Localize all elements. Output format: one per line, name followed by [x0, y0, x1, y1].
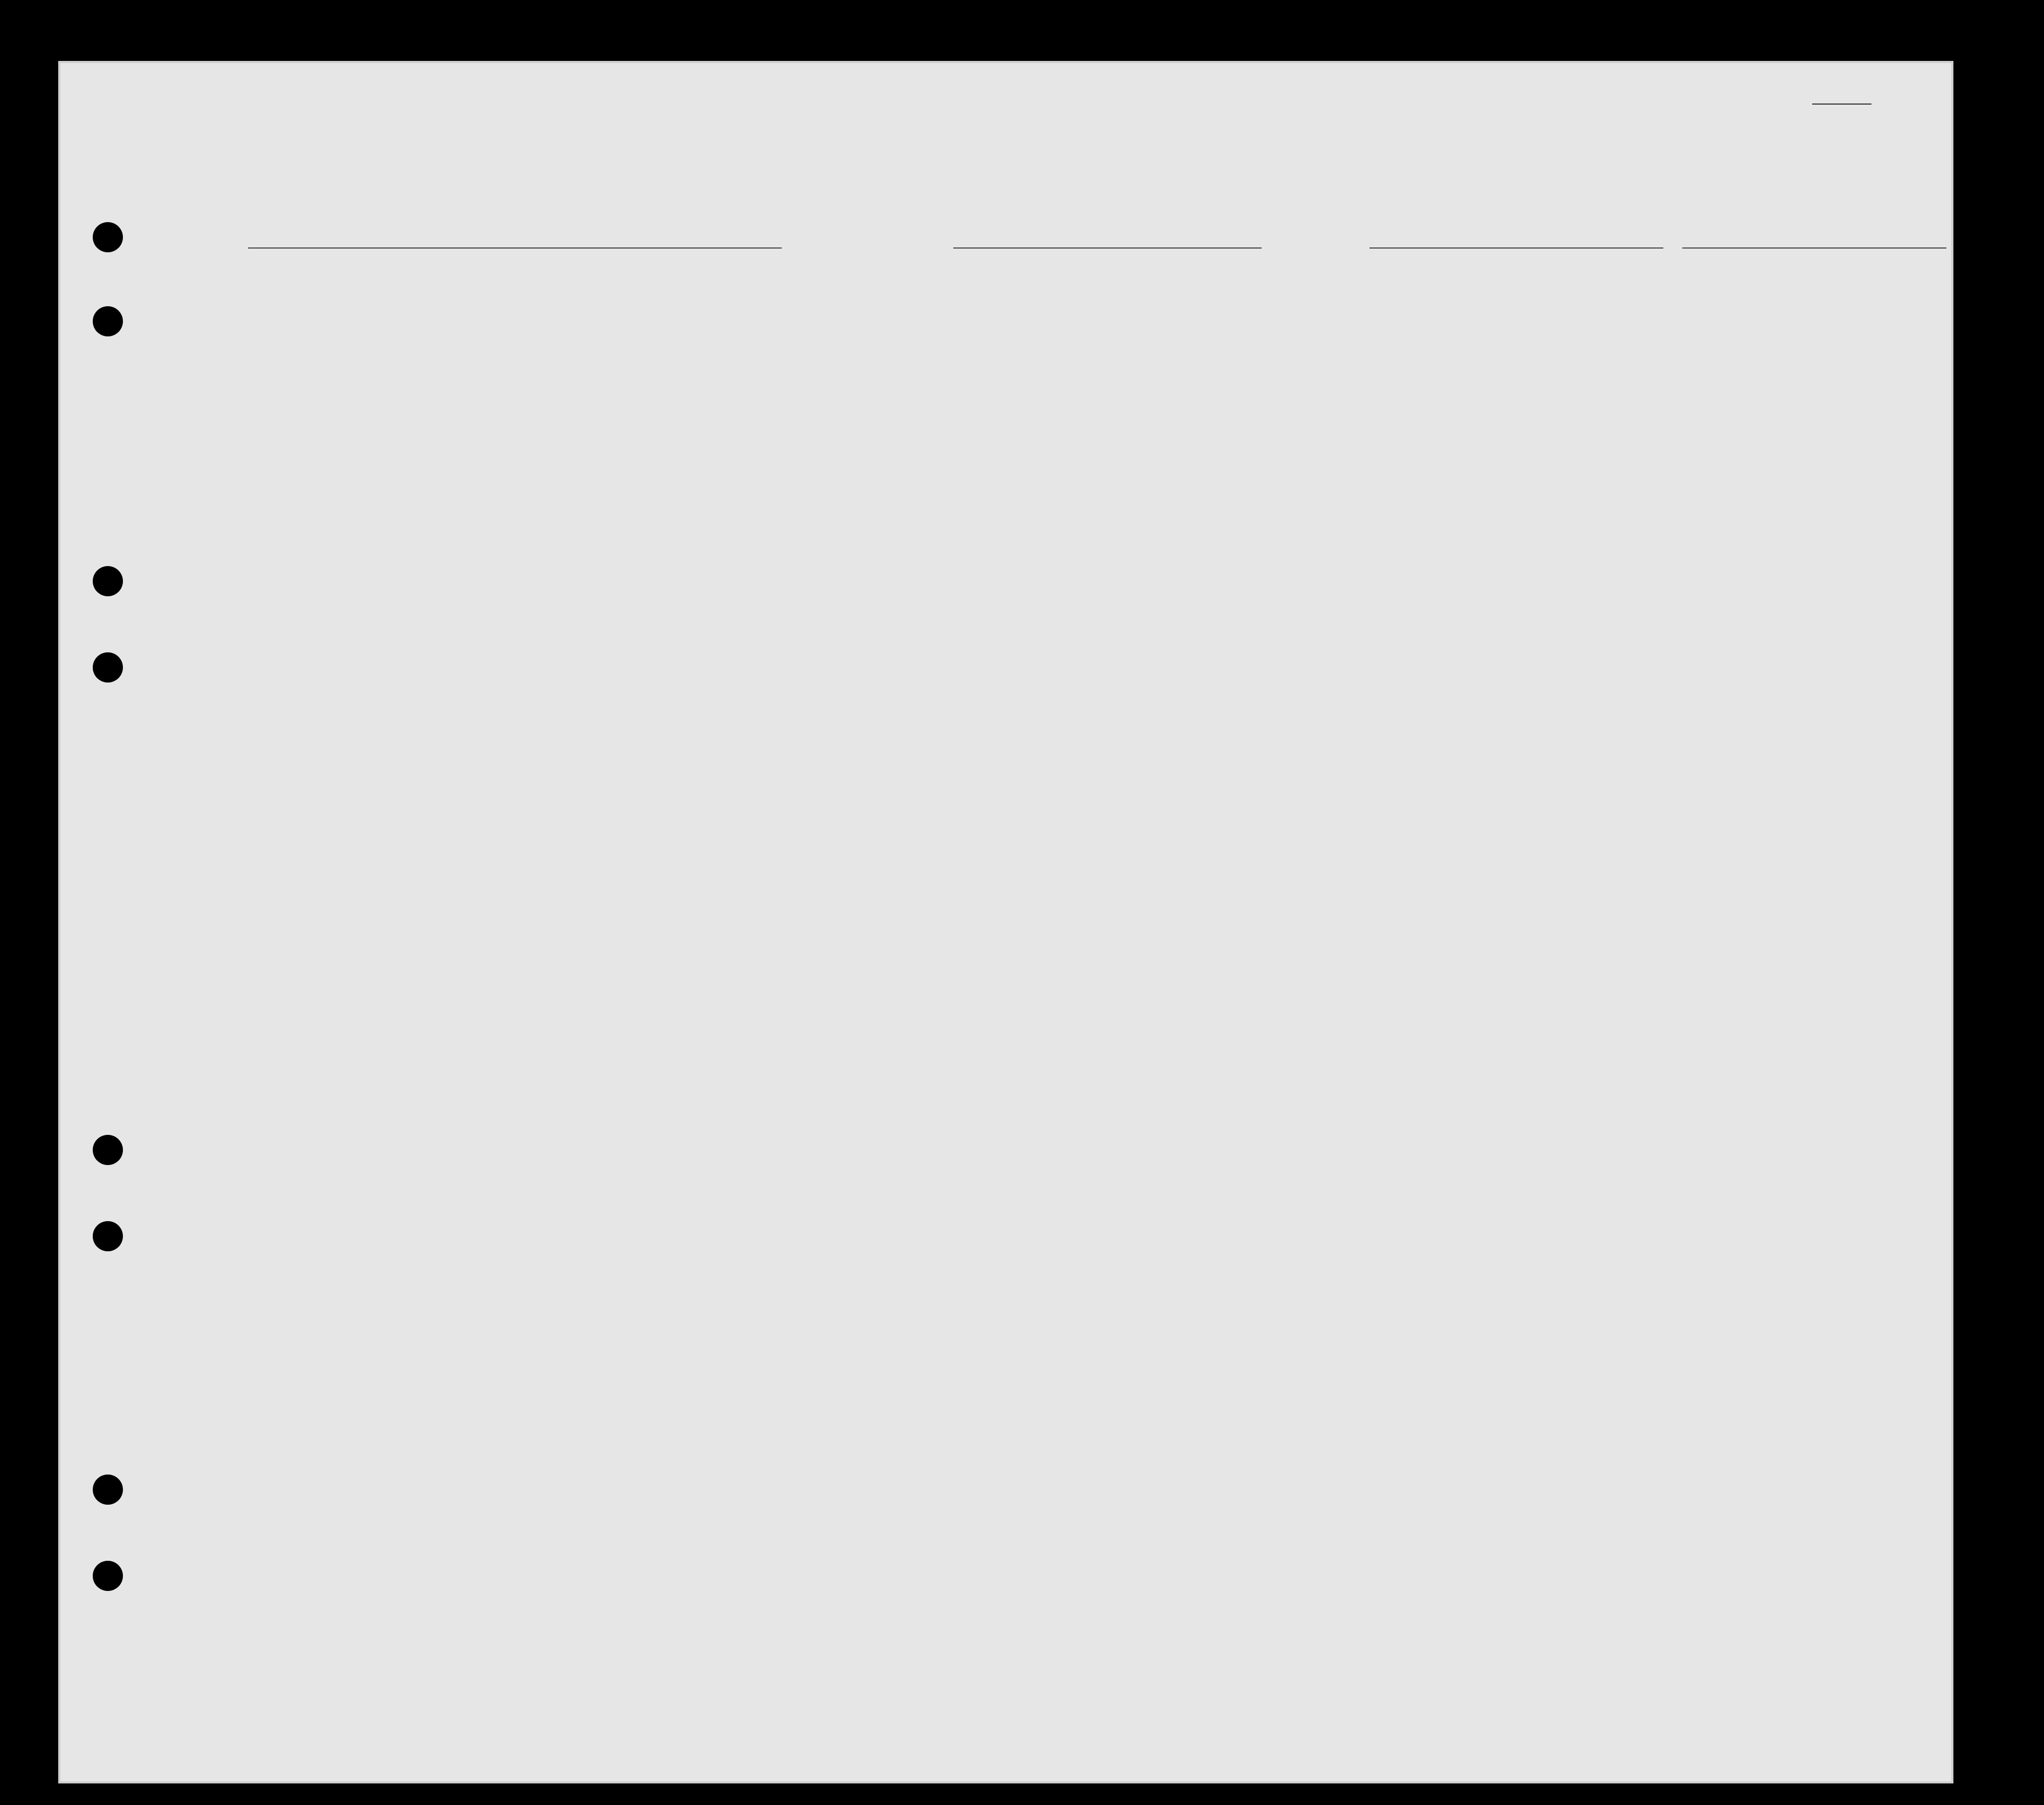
- vessel-info-row: [199, 224, 1817, 251]
- punch-hole: [93, 652, 123, 683]
- punch-hole: [93, 306, 123, 336]
- footer-owners: [126, 1690, 130, 1706]
- punch-hole: [93, 1135, 123, 1165]
- punch-hole: [93, 1561, 123, 1591]
- punch-hole: [93, 1475, 123, 1505]
- footer-agents: [126, 1720, 130, 1735]
- punch-hole: [93, 222, 123, 252]
- sheet-number: [1812, 93, 1871, 108]
- punch-hole: [93, 566, 123, 596]
- manifest-page: [58, 61, 1953, 1783]
- punch-hole: [93, 1221, 123, 1251]
